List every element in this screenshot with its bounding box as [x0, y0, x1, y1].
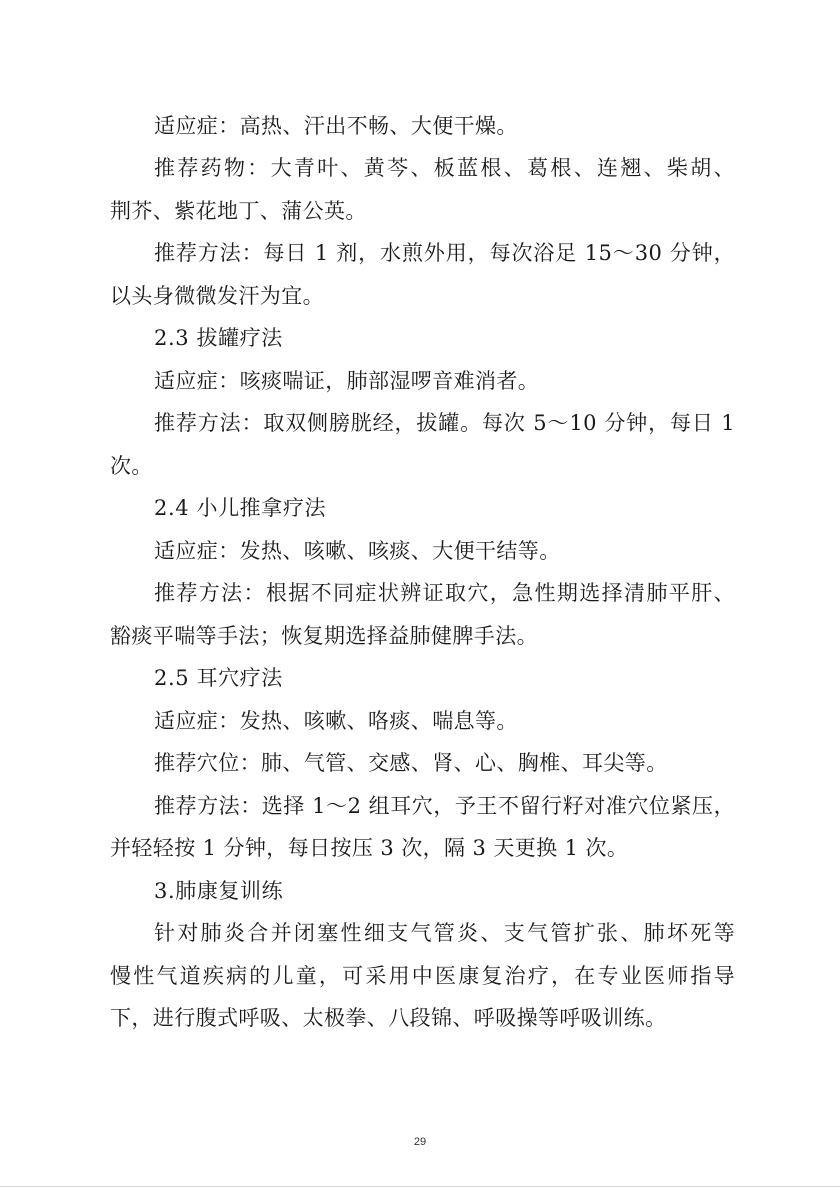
- page-number: 29: [413, 1136, 427, 1148]
- indication-text: 适应症：发热、咳嗽、咯痰、喘息等。: [154, 709, 518, 733]
- recommended-herbs-text: 推荐药物：大青叶、黄芩、板蓝根、葛根、连翘、柴胡、: [154, 156, 735, 180]
- section-heading-auricular: 2.5 耳穴疗法: [154, 666, 283, 690]
- recommended-method-continued: 次。: [110, 454, 153, 478]
- indication-text: 适应症：咳痰喘证，肺部湿啰音难消者。: [154, 369, 540, 393]
- indication-text: 适应症：发热、咳嗽、咳痰、大便干结等。: [154, 539, 561, 563]
- recommended-method-text: 推荐方法：取双侧膀胱经，拔罐。每次 5～10 分钟，每日 1: [154, 411, 735, 435]
- recommended-herbs-continued: 荆芥、紫花地丁、蒲公英。: [110, 199, 367, 223]
- recommended-acupoints-text: 推荐穴位：肺、气管、交感、肾、心、胸椎、耳尖等。: [154, 751, 668, 775]
- recommended-method-text: 推荐方法：选择 1～2 组耳穴，予王不留行籽对准穴位紧压，: [154, 794, 735, 818]
- recommended-method-continued: 豁痰平喘等手法；恢复期选择益肺健脾手法。: [110, 624, 538, 648]
- recommended-method-text: 推荐方法：每日 1 剂，水煎外用，每次浴足 15～30 分钟，: [154, 241, 735, 265]
- section-heading-pulmonary-rehab: 3.肺康复训练: [154, 879, 284, 903]
- recommended-method-text: 推荐方法：根据不同症状辨证取穴，急性期选择清肺平肝、: [154, 581, 735, 605]
- section-heading-cupping: 2.3 拔罐疗法: [154, 326, 283, 350]
- section-heading-pediatric-massage: 2.4 小儿推拿疗法: [154, 496, 327, 520]
- recommended-method-continued: 以头身微微发汗为宜。: [110, 284, 324, 308]
- page-bottom-edge: [0, 1186, 840, 1187]
- paragraph-text: 针对肺炎合并闭塞性细支气管炎、支气管扩张、肺坏死等: [154, 921, 735, 945]
- paragraph-text: 慢性气道疾病的儿童，可采用中医康复治疗，在专业医师指导: [110, 964, 735, 988]
- recommended-method-continued: 并轻轻按 1 分钟，每日按压 3 次，隔 3 天更换 1 次。: [110, 836, 629, 860]
- indication-text: 适应症：高热、汗出不畅、大便干燥。: [154, 114, 518, 138]
- paragraph-text: 下，进行腹式呼吸、太极拳、八段锦、呼吸操等呼吸训练。: [110, 1006, 667, 1030]
